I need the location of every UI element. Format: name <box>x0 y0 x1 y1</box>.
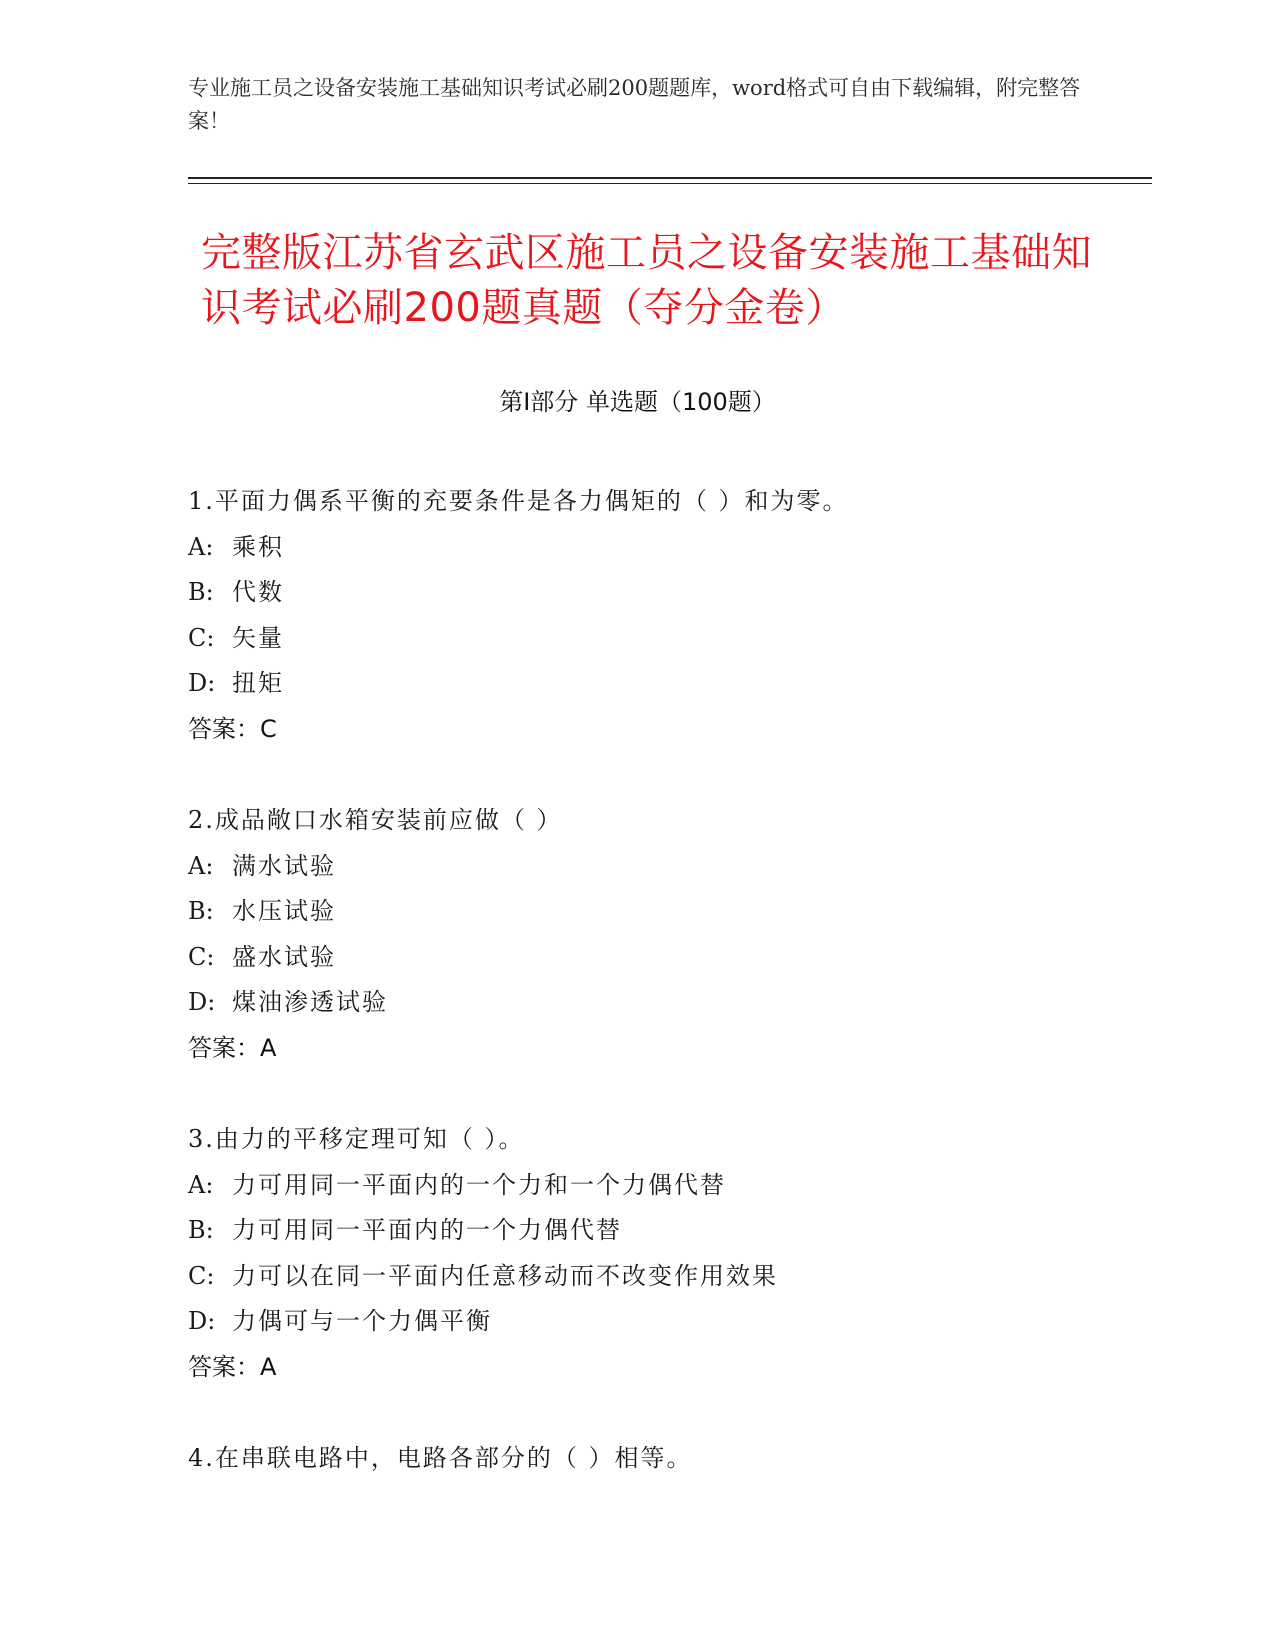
header-note: 专业施工员之设备安装施工基础知识考试必刷200题题库，word格式可自由下载编辑，附完整答案！ <box>188 76 1081 133</box>
question-stem: 1.平面力偶系平衡的充要条件是各力偶矩的（ ）和为零。 <box>188 487 849 515</box>
header-divider-thin <box>188 183 1152 184</box>
question-stem: 2.成品敞口水箱安装前应做（ ） <box>188 806 563 834</box>
option-text: 满水试验 <box>232 851 336 880</box>
answer-option <box>188 1208 1148 1254</box>
option-text: 矢量 <box>232 623 284 652</box>
answer-option <box>188 1299 1148 1345</box>
option-text: 扭矩 <box>232 669 284 697</box>
option-key: B: <box>188 897 214 925</box>
answer-label: 答案： <box>188 1033 260 1062</box>
option-text: 盛水试验 <box>232 942 336 971</box>
answer-option <box>188 844 1148 890</box>
answer-option <box>188 935 1148 981</box>
question-block <box>188 798 1148 1071</box>
answer-option <box>188 570 1148 616</box>
option-text: 力可以在同一平面内任意移动而不改变作用效果 <box>232 1261 778 1290</box>
option-key: D: <box>188 1307 216 1335</box>
answer-line <box>188 707 1148 753</box>
answer-value: A <box>260 1352 277 1381</box>
option-key: A: <box>188 1170 214 1199</box>
answer-value: C <box>260 714 277 743</box>
answer-line <box>188 1345 1148 1391</box>
question-stem: 4.在串联电路中，电路各部分的（ ）相等。 <box>188 1444 693 1472</box>
answer-value: A <box>260 1033 277 1062</box>
option-key: D: <box>188 669 216 697</box>
option-key: B: <box>188 578 214 606</box>
answer-option <box>188 525 1148 571</box>
answer-option <box>188 616 1148 662</box>
option-text: 乘积 <box>232 532 284 561</box>
option-text: 力可用同一平面内的一个力偶代替 <box>232 1216 622 1244</box>
option-key: C: <box>188 942 215 971</box>
question-block <box>188 1436 1148 1482</box>
answer-option <box>188 661 1148 707</box>
question-stem: 3.由力的平移定理可知（ ）。 <box>188 1125 525 1153</box>
section-title: 第Ⅰ部分 单选题（100题） <box>499 388 776 416</box>
option-key: C: <box>188 623 215 652</box>
answer-line <box>188 1026 1148 1072</box>
option-key: D: <box>188 988 216 1016</box>
option-text: 力可用同一平面内的一个力和一个力偶代替 <box>232 1170 726 1199</box>
option-text: 煤油渗透试验 <box>232 988 388 1016</box>
header-divider <box>188 177 1152 179</box>
question-block <box>188 1117 1148 1390</box>
answer-option <box>188 889 1148 935</box>
answer-label: 答案： <box>188 714 260 743</box>
option-text: 代数 <box>232 578 284 606</box>
option-key: A: <box>188 851 214 880</box>
question-block <box>188 479 1148 752</box>
option-key: C: <box>188 1261 215 1290</box>
answer-option <box>188 1163 1148 1209</box>
answer-label: 答案： <box>188 1352 260 1381</box>
document-title: 完整版江苏省玄武区施工员之设备安装施工基础知识考试必刷200题真题（夺分金卷） <box>201 230 1092 331</box>
answer-option <box>188 980 1148 1026</box>
option-text: 力偶可与一个力偶平衡 <box>232 1307 492 1335</box>
answer-option <box>188 1254 1148 1300</box>
question-list <box>188 479 1148 1528</box>
option-key: A: <box>188 532 214 561</box>
option-key: B: <box>188 1216 214 1244</box>
option-text: 水压试验 <box>232 897 336 925</box>
